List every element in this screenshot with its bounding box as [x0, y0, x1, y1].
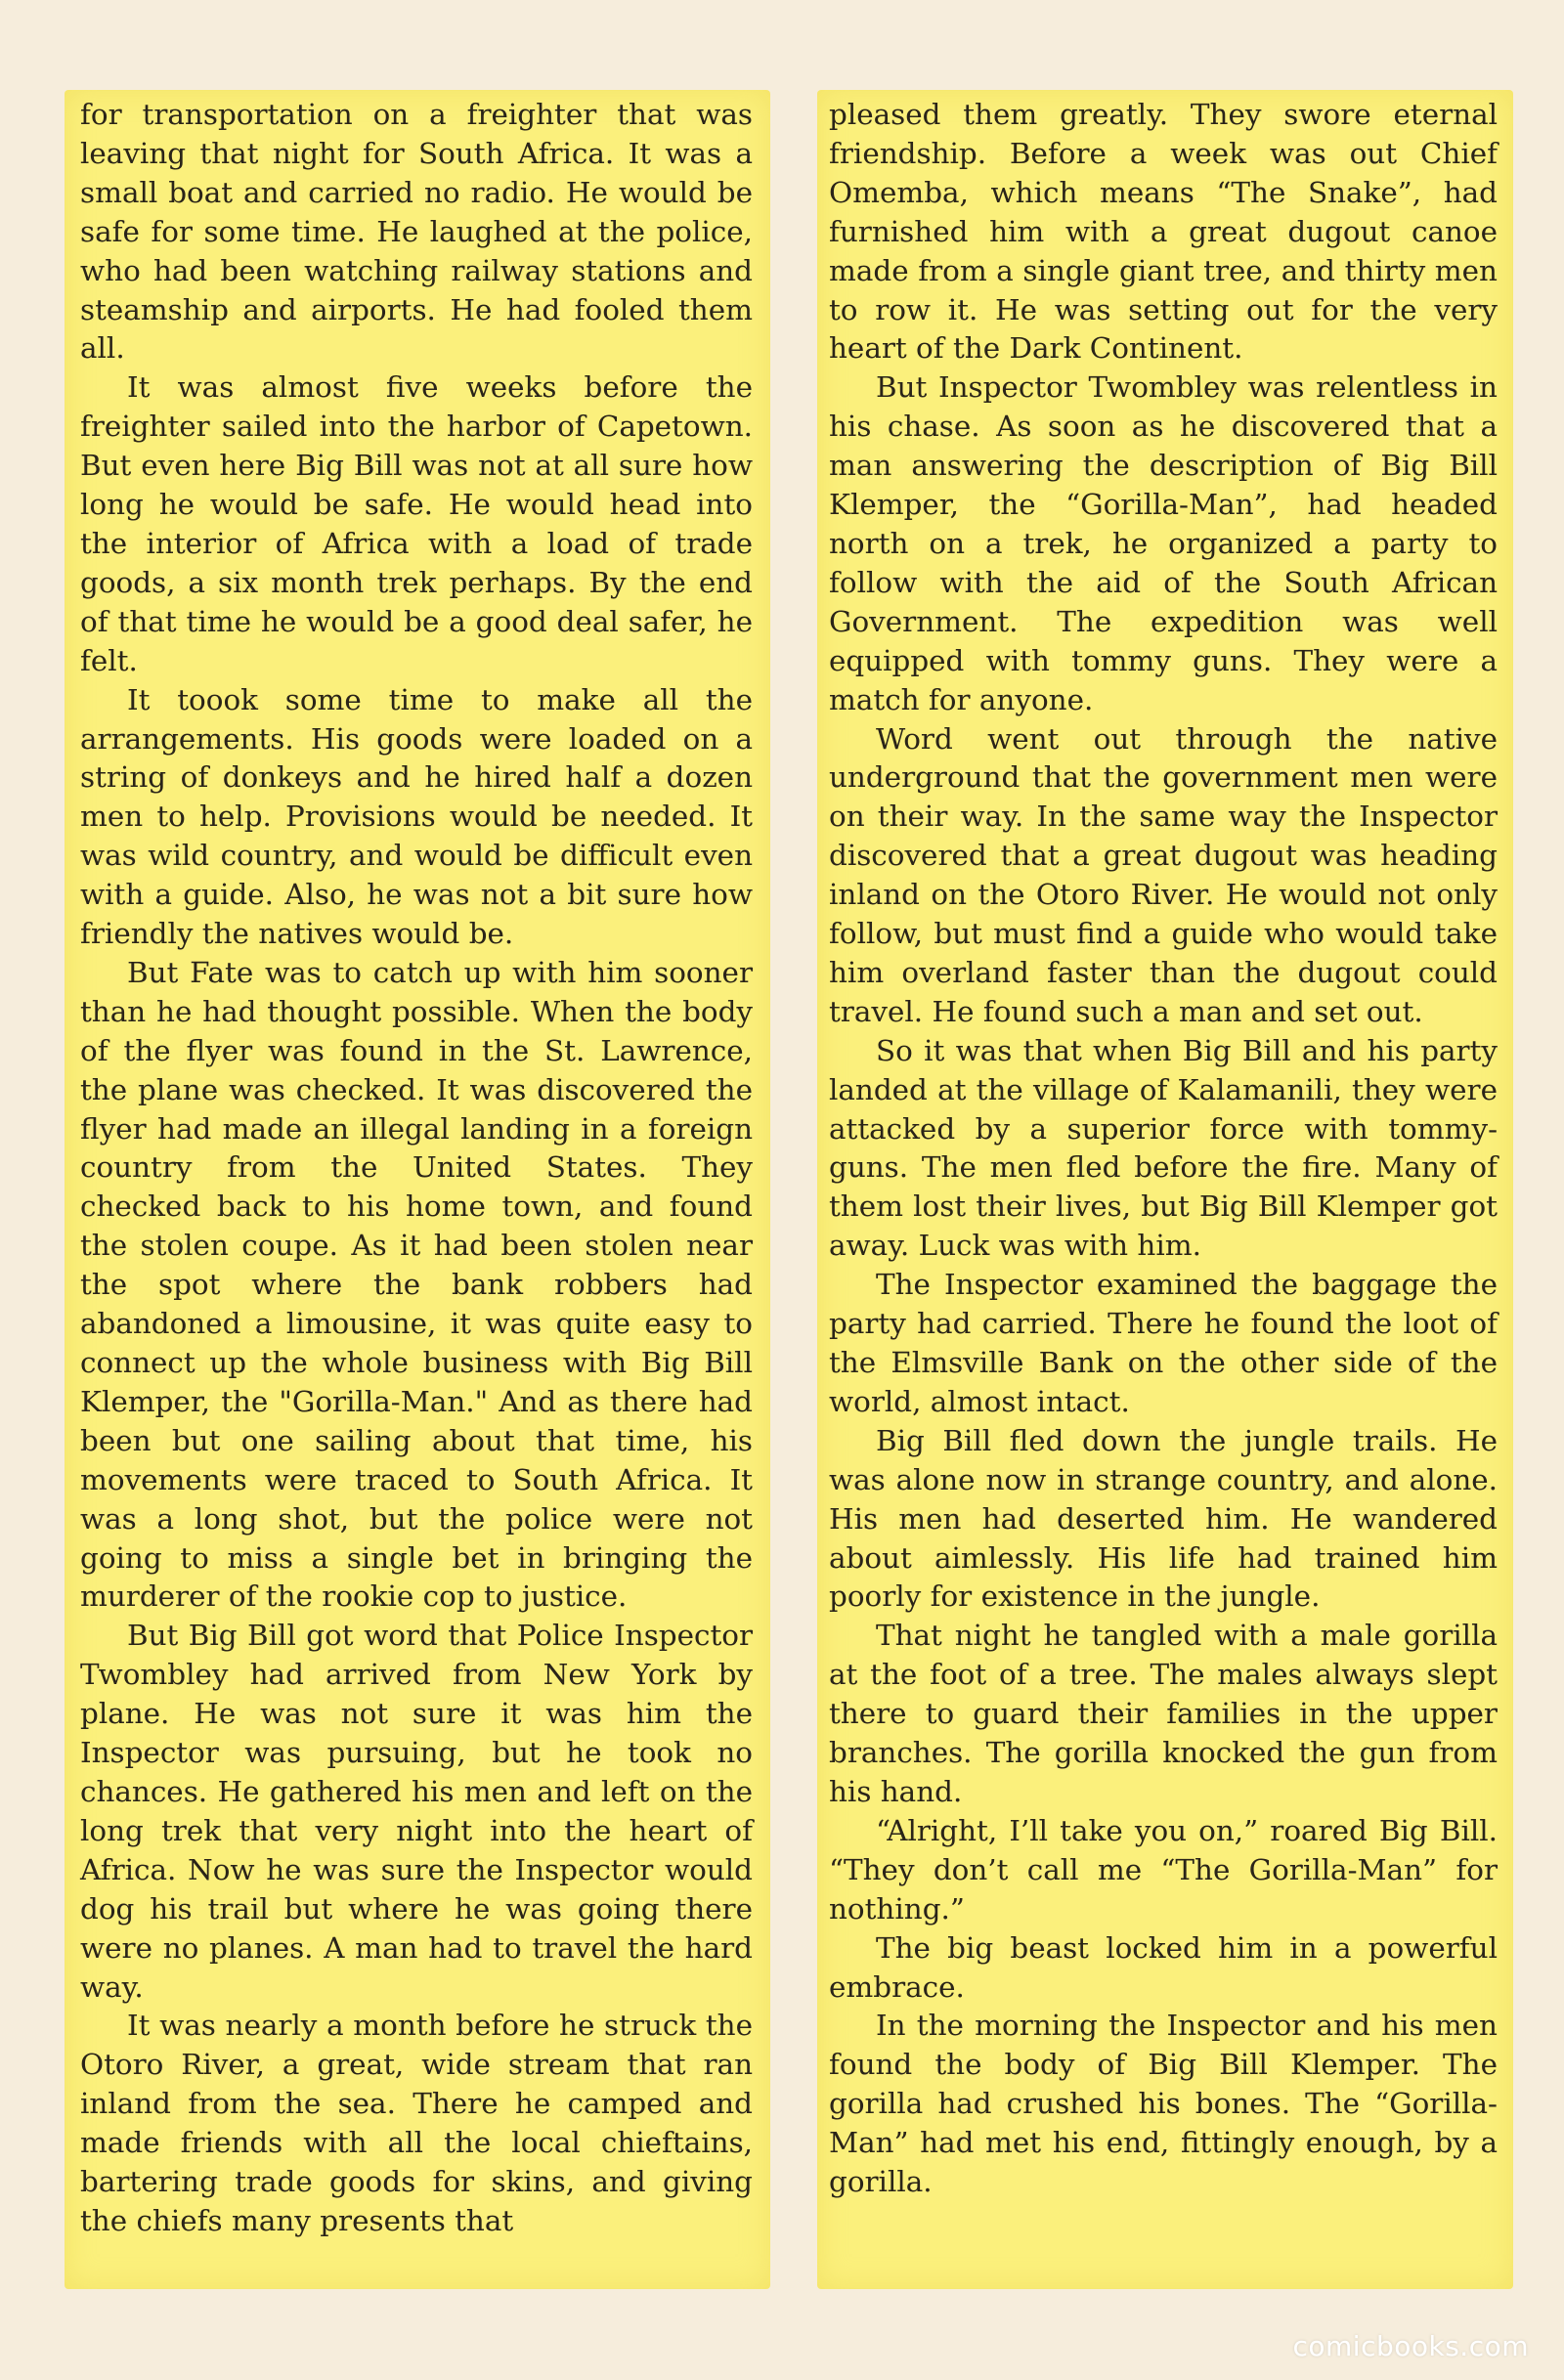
paragraph: “Alright, I’ll take you on,” roared Big Bill. “They don’t call me “The Gorilla-Man” for nothing.”	[829, 1813, 1498, 1926]
paragraph: That night he tangled with a male gorilla at the foot of a tree. The males always slept there to guard their families in the upper branches. The gorilla knocked the gun from his hand.	[829, 1619, 1498, 1808]
paragraph: It was almost five weeks before the freighter sailed into the harbor of Capetown. But even here Big Bill was not at all sure how long he would be safe. He would head into the interior of Africa with a load of trade goods, a six month trek perhaps. By the end of that time he would be a good deal safer, he felt.	[80, 370, 753, 677]
paragraph: pleased them greatly. They swore eternal friendship. Before a week was out Chief Omemba, which means “The Snake”, had furnished him with a great dugout canoe made from a single giant tree, and thirty men to row it. He was setting out for the very heart of the Dark Continent.	[829, 98, 1498, 366]
paragraph: So it was that when Big Bill and his party landed at the village of Kalamanili, they were attacked by a superior force with tommy-guns. The men fled before the fire. Many of them lost their lives, but Big Bill Klemper got away. Luck was with him.	[829, 1033, 1498, 1263]
paragraph: But Inspector Twombley was relentless in his chase. As soon as he discovered that a man answering the description of Big Bill Klemper, the “Gorilla-Man”, had headed north on a trek, he organized a party to follow with the aid of the South African Government. The expedition was well equipped with tommy guns. They were a match for anyone.	[829, 370, 1498, 716]
paragraph: Word went out through the native underground that the government men were on their way. In the same way the Inspector discovered that a great dugout was heading inland on the Otoro River. He would not only follow, but must find a guide who would take him overland faster than the dugout could travel. He found such a man and set out.	[829, 721, 1498, 1028]
right-column	[829, 96, 1498, 2202]
paragraph: In the morning the Inspector and his men found the body of Big Bill Klemper. The gorilla had crushed his bones. The “Gorilla-Man” had met his end, fittingly enough, by a gorilla.	[829, 2009, 1498, 2199]
paragraph: But Fate was to catch up with him sooner than he had thought possible. When the body of the flyer was found in the St. Lawrence, the plane was checked. It was discovered the flyer had made an illegal landing in a foreign country from the United States. They checked back to his home town, and found the stolen coupe. As it had been stolen near the spot where the bank robbers had abandoned a limousine, it was quite easy to connect up the whole business with Big Bill Klemper, the "Gorilla-Man." And as there had been but one sailing about that time, his movements were traced to South Africa. It was a long shot, but the police were not going to miss a single bet in bringing the murderer of the rookie cop to justice.	[80, 955, 753, 1614]
paragraph: The Inspector examined the baggage the party had carried. There he found the loot of the Elmsville Bank on the other side of the world, almost intact.	[829, 1268, 1498, 1418]
left-column	[80, 96, 753, 2241]
paragraph: It toook some time to make all the arrangements. His goods were loaded on a string of donkeys and he hired half a dozen men to help. Provisions would be needed. It was wild country, and would be difficult even with a guide. Also, he was not a bit sure how friendly the natives would be.	[80, 682, 753, 951]
paragraph: The big beast locked him in a powerful embrace.	[829, 1930, 1498, 2004]
paragraph: It was nearly a month before he struck the Otoro River, a great, wide stream that ran inland from the sea. There he camped and made friends with all the local chieftains, bartering trade goods for skins, and giving the chiefs many presents that	[80, 2009, 753, 2237]
paragraph: But Big Bill got word that Police Inspector Twombley had arrived from New York by plane. He was not sure it was him the Inspector was pursuing, but he took no chances. He gathered his men and left on the long trek that very night into the heart of Africa. Now he was sure the Inspector would dog his trail but where he was going there were no planes. A man had to travel the hard way.	[80, 1619, 753, 2004]
paragraph: for transportation on a freighter that was leaving that night for South Africa. It was a small boat and carried no radio. He would be safe for some time. He laughed at the police, who had been watching railway stations and steamship and airports. He had fooled them all.	[80, 98, 753, 366]
paragraph: Big Bill fled down the jungle trails. He was alone now in strange country, and alone. His men had deserted him. He wandered about aimlessly. His life had trained him poorly for existence in the jungle.	[829, 1423, 1498, 1614]
watermark: comicbooks.com	[1292, 2330, 1529, 2362]
